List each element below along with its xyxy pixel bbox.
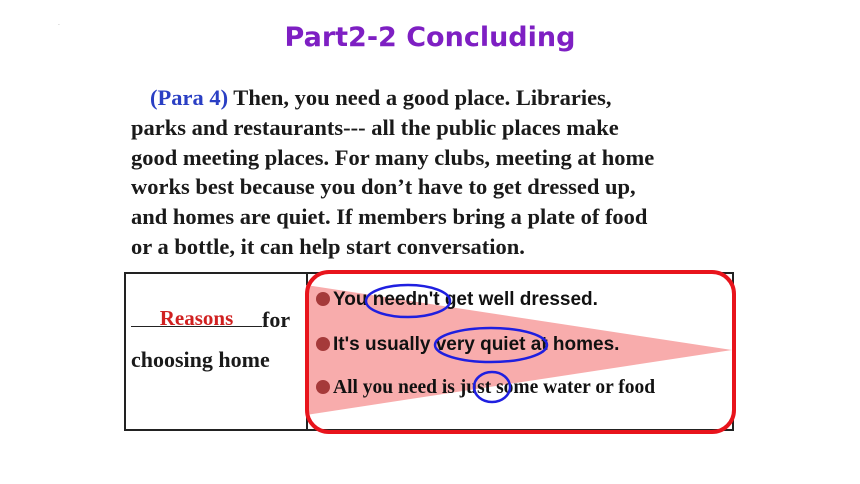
page-title: Part2-2 Concluding bbox=[284, 22, 576, 53]
paragraph-line-2: parks and restaurants--- all the public places make bbox=[131, 114, 619, 140]
bullet-item-1 bbox=[316, 289, 598, 311]
left-cell-line-2: choosing home bbox=[131, 347, 270, 372]
fill-blank-line bbox=[131, 300, 290, 340]
bullet-dot-icon bbox=[316, 337, 330, 351]
paragraph-line-3: good meeting places. For many clubs, meeting at home bbox=[131, 144, 655, 170]
para-tag: (Para 4) bbox=[150, 85, 229, 110]
answer-blank[interactable] bbox=[131, 304, 262, 330]
bullet-dot-icon bbox=[316, 380, 330, 394]
paragraph-line-5: and homes are quiet. If members bring a plate of food bbox=[131, 204, 648, 230]
left-cell bbox=[131, 300, 290, 380]
bullet-text-1: You needn't get well dressed. bbox=[333, 289, 598, 310]
bullet-text-2: It's usually very quiet at homes. bbox=[333, 334, 620, 355]
bullet-dot-icon bbox=[316, 292, 330, 306]
after-blank-text: for bbox=[262, 307, 291, 332]
answer-text: Reasons bbox=[159, 306, 234, 330]
bullet-item-3 bbox=[316, 377, 655, 399]
bullet-item-2 bbox=[316, 334, 619, 356]
paragraph-line-4: works best because you don’t have to get dressed up, bbox=[131, 174, 636, 200]
slide-marker: . bbox=[58, 20, 60, 27]
paragraph-line-1-text: Then, you need a good place. Libraries, bbox=[228, 85, 612, 110]
bullet-text-3: All you need is just some water or food bbox=[333, 377, 656, 398]
paragraph-line-6: or a bottle, it can help start conversation. bbox=[131, 233, 525, 259]
